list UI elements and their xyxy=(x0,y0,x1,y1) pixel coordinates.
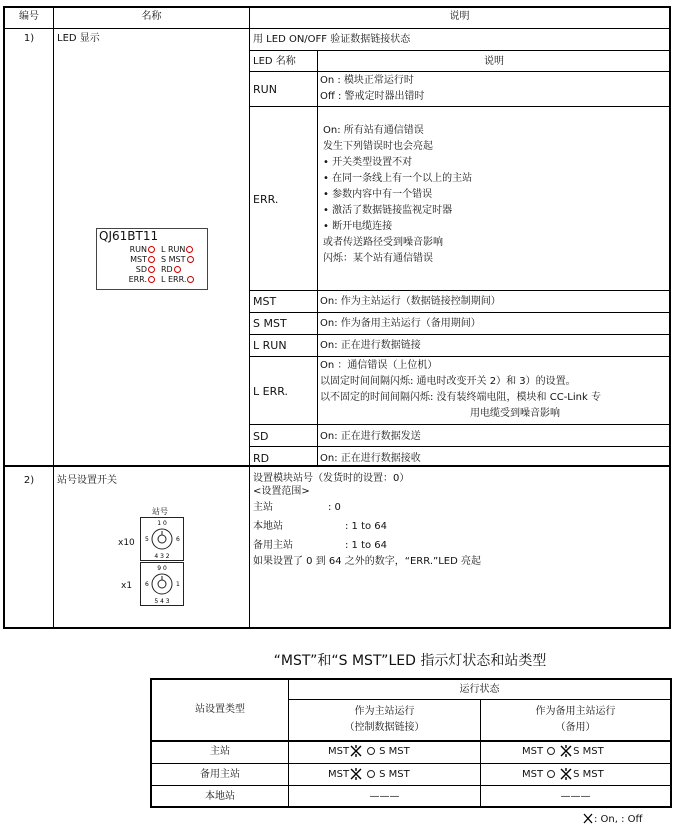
row-standby-state-b: MST S MST xyxy=(522,769,604,780)
led-name-lrun: L RUN xyxy=(253,339,287,352)
row-local-state-b: ——— xyxy=(560,791,591,802)
led-ring-icon xyxy=(148,256,155,263)
led-ring-icon xyxy=(187,256,194,263)
led-off-circle-icon xyxy=(547,770,555,778)
row-local-type: 本地站 xyxy=(205,791,235,802)
led-label-lrun: L RUN xyxy=(161,245,205,255)
led-desc-lrun: On: 正在进行数据链接 xyxy=(320,340,421,351)
col-master-line1: 作为主站运行 xyxy=(354,706,415,717)
led-name-rd: RD xyxy=(253,452,270,465)
led-label-lerr: L ERR. xyxy=(161,275,205,285)
row-master-type: 主站 xyxy=(210,746,230,757)
led-ring-icon xyxy=(187,276,194,283)
led-name-mst: MST xyxy=(253,295,277,308)
rotary-switch-x1[interactable] xyxy=(140,562,184,606)
row1-name: LED 显示 xyxy=(57,33,100,44)
svg-text:6: 6 xyxy=(176,536,180,543)
led-off-circle-icon xyxy=(547,747,555,755)
svg-text:6: 6 xyxy=(145,581,149,588)
led-name-sd: SD xyxy=(253,430,269,443)
col-station-type: 站设置类型 xyxy=(195,704,245,715)
row2-line-range: <设置范围> xyxy=(253,486,310,497)
led-label-sd: SD xyxy=(105,265,155,275)
module-led-panel xyxy=(96,228,208,290)
led-on-burst-icon xyxy=(582,813,594,825)
led-name-lerr: L ERR. xyxy=(253,385,288,398)
row2-local-label: 本地站 xyxy=(253,521,283,532)
led-off-circle-icon xyxy=(367,747,375,755)
led-on-burst-icon xyxy=(559,745,573,757)
led-label-rd: RD xyxy=(161,265,205,275)
led-desc-lerr: On ：通信错误（上位机） 以固定时间间隔闪烁: 通电时改变开关 2）和 3）的设置。 以不固定的时间间隔闪烁: 没有装终端电阻，模块和 CC-Link 专 用电缆受到噪音影响 xyxy=(320,360,601,419)
svg-text:4 3 2: 4 3 2 xyxy=(154,553,170,560)
led-off-circle-icon xyxy=(367,770,375,778)
second-table-title: “MST”和“S MST”LED 指示灯状态和站类型 xyxy=(273,653,547,669)
row-master-state-b: MST S MST xyxy=(522,746,604,757)
row2-master-value: : 0 xyxy=(328,502,341,513)
row2-name: 站号设置开关 xyxy=(57,475,117,486)
led-name-run: RUN xyxy=(253,83,277,96)
col-standby-line2: （备用） xyxy=(555,722,596,733)
row-master-state-a: MST S MST xyxy=(328,746,410,757)
svg-text:5 4 3: 5 4 3 xyxy=(154,598,170,605)
led-ring-icon xyxy=(148,266,155,273)
led-name-header: LED 名称 xyxy=(253,56,296,67)
led-desc-mst: On: 作为主站运行（数据链接控制期间） xyxy=(320,296,501,307)
col-run-state: 运行状态 xyxy=(459,684,500,695)
on-off-legend: : On, : Off xyxy=(582,813,642,826)
rotary-dial-icon xyxy=(141,563,183,605)
led-label-smst: S MST xyxy=(161,255,205,265)
row2-number: 2) xyxy=(23,475,35,486)
header-no: 编号 xyxy=(19,11,39,22)
x10-label: x10 xyxy=(118,538,135,548)
rotary-dial-icon xyxy=(141,518,183,560)
led-desc-smst: On: 作为备用主站运行（备用期间） xyxy=(320,318,481,329)
row2-standby-value: : 1 to 64 xyxy=(345,540,388,551)
led-desc-run: On : 模块正常运行时 Off : 警戒定时器出错时 xyxy=(320,75,425,102)
row2-line-setting: 设置模块站号（发货时的设置：0） xyxy=(253,473,410,484)
led-label-run: RUN xyxy=(105,245,155,255)
row2-local-value: : 1 to 64 xyxy=(345,521,388,532)
x1-label: x1 xyxy=(121,581,133,591)
row2-master-label: 主站 xyxy=(253,502,273,513)
led-label-mst: MST xyxy=(105,255,155,265)
led-desc-err: On: 所有站有通信错误 发生下列错误时也会亮起 • 开关类型设置不对 • 在同一条线上有一个以上的主站 • 参数内容中有一个错误 • 激活了数据链接监视定时器 • 断开电缆连接 或者传送路径受到噪音影响 闪烁：某个站有通信错误 xyxy=(323,125,473,264)
row1-number: 1) xyxy=(23,33,35,44)
led-desc-sd: On: 正在进行数据发送 xyxy=(320,431,421,442)
led-ring-icon xyxy=(186,246,193,253)
led-ring-icon xyxy=(148,246,155,253)
led-on-burst-icon xyxy=(349,745,363,757)
svg-text:5: 5 xyxy=(145,536,149,543)
row1-intro: 用 LED ON/OFF 验证数据链接状态 xyxy=(253,34,411,45)
led-on-burst-icon xyxy=(349,768,363,780)
svg-text:9 0: 9 0 xyxy=(157,565,167,572)
row-local-state-a: ——— xyxy=(369,791,400,802)
row2-standby-label: 备用主站 xyxy=(253,540,293,551)
rotary-switch-x10[interactable] xyxy=(140,517,184,561)
row2-description xyxy=(253,472,481,568)
row-standby-type: 备用主站 xyxy=(200,769,240,780)
svg-text:1 0: 1 0 xyxy=(157,520,167,527)
header-desc: 说明 xyxy=(449,11,470,22)
led-desc-rd: On: 正在进行数据接收 xyxy=(320,453,421,464)
led-name-smst: S MST xyxy=(253,317,287,330)
header-name: 名称 xyxy=(141,11,162,22)
col-standby-line1: 作为备用主站运行 xyxy=(535,706,616,717)
led-desc-header: 说明 xyxy=(484,56,504,67)
row2-line-error: 如果设置了 0 到 64 之外的数字，“ERR.”LED 亮起 xyxy=(253,556,481,567)
led-on-burst-icon xyxy=(559,768,573,780)
switch-caption: 站号 xyxy=(152,507,168,516)
led-ring-icon xyxy=(148,276,155,283)
led-ring-icon xyxy=(174,266,181,273)
led-name-err: ERR. xyxy=(253,193,279,206)
svg-text:1: 1 xyxy=(176,581,180,588)
module-title: QJ61BT11 xyxy=(99,229,159,243)
row-standby-state-a: MST S MST xyxy=(328,769,410,780)
led-label-err: ERR. xyxy=(105,275,155,285)
col-master-line2: （控制数据链接） xyxy=(344,722,425,733)
